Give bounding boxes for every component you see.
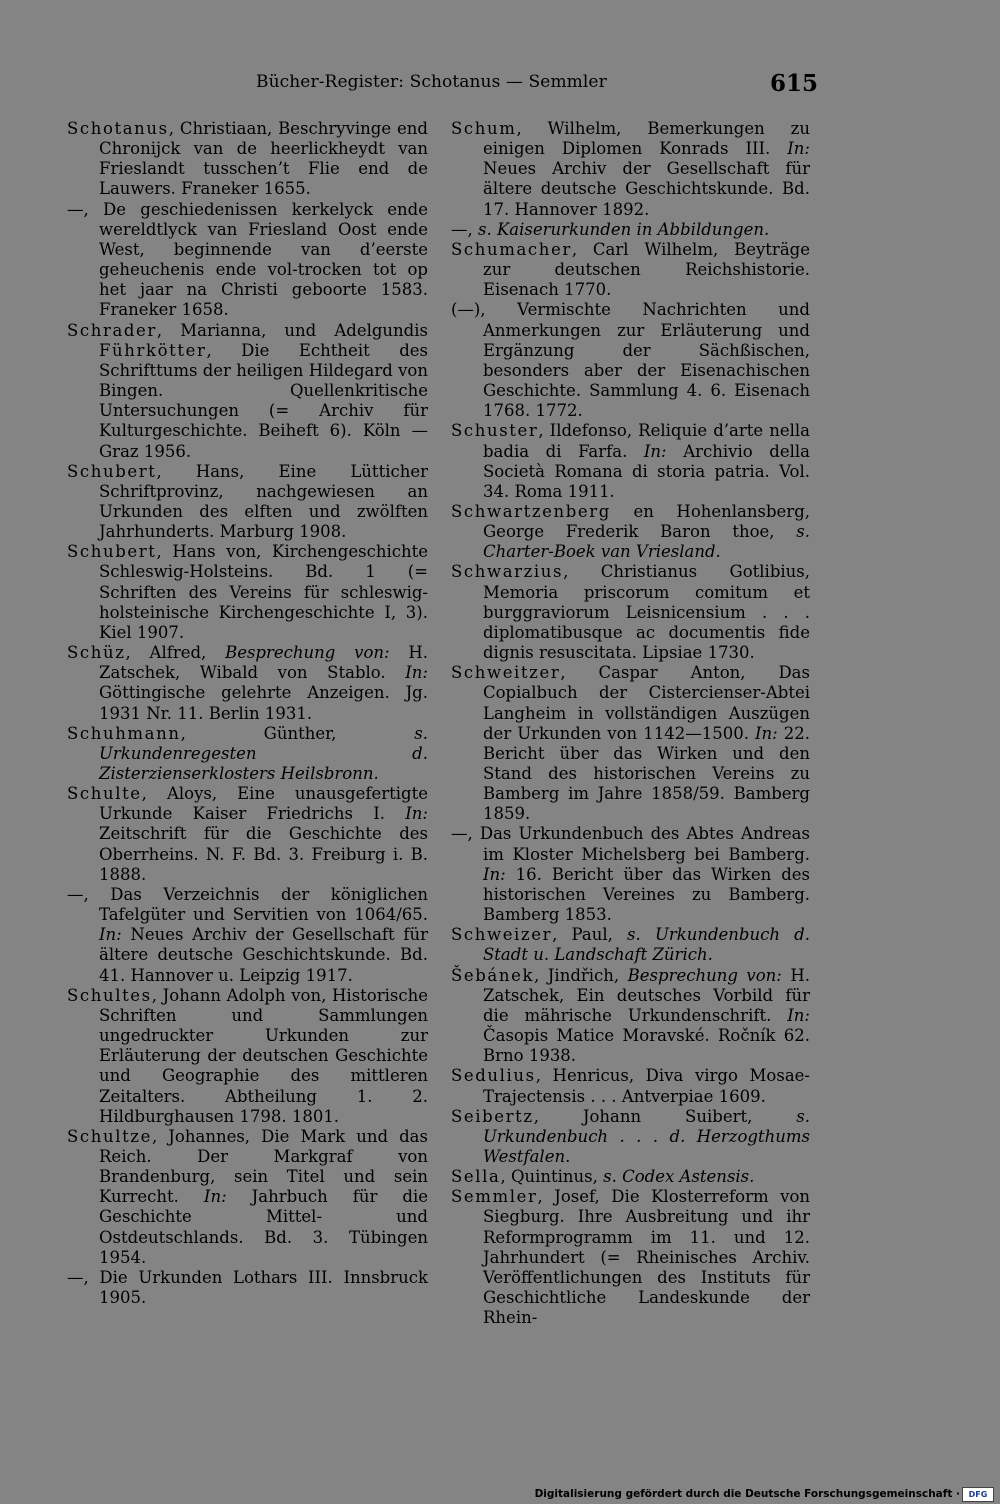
entry-text: Neues Archiv der Gesellschaft für ältere deutsche Geschichtskunde. Bd. 41. Hannover u. Leipzig 1917.: [99, 925, 428, 985]
entry-text: , Ildefonso, Reliquie d’arte nella badia di Farfa.: [483, 421, 810, 461]
entry-headword: Schuster: [451, 421, 539, 441]
entry-text: Neues Archiv der Gesellschaft für ältere deutsche Geschichtskunde. Bd. 17. Hannover 1892.: [483, 159, 810, 219]
entry-text: , Christianus Gotlibius, Memoria priscorum comitum et burggraviorum Leisnicensium . . . diplomatibusque ac documentis fide dignis resuscitata. Lipsiae 1730.: [483, 562, 810, 663]
entry-italic-text: s. Codex Astensis.: [603, 1167, 755, 1187]
entry-text: , Johann Suibert,: [533, 1106, 797, 1126]
entry-text: , Hans von, Kirchengeschichte Schleswig-Holsteins. Bd. 1 (= Schriften des Vereins für schleswig-holsteinische Kirchengeschichte I, 3). Kiel 1907.: [99, 542, 428, 642]
entry-text: , Quintinus,: [500, 1167, 604, 1187]
entry-italic-text: In:: [203, 1187, 227, 1207]
entry-italic-text: In:: [643, 441, 667, 461]
entry-italic-text: Besprechung von:: [627, 965, 782, 985]
left-column: [67, 119, 428, 1308]
entry-headword: Schwarzius: [451, 562, 564, 582]
register-entry: [67, 321, 428, 462]
register-entry: [67, 119, 428, 200]
entry-text: —,: [451, 219, 478, 239]
entry-text: , Johann Adolph von, Historische Schriften und Sammlungen ungedruckter Urkunden zur Erläuterung der deutschen Geschichte und Geographie des mittleren Zeitalters. Abtheilung 1. 2. Hildburghausen 1798. 1801.: [99, 985, 428, 1126]
entry-text: , Christiaan, Beschryvinge end Chronijck van de heerlickheydt van Frieslandt tusschen’t Flie end de Lauwers. Franeker 1655.: [99, 119, 428, 199]
entry-text: , Marianna, und Adelgundis: [156, 320, 428, 340]
entry-headword: Schubert: [67, 461, 157, 481]
entry-text: Jahrbuch für die Geschichte Mittel- und Ostdeutschlands. Bd. 3. Tübingen 1954.: [99, 1187, 429, 1267]
entry-headword: Schultes: [67, 985, 152, 1005]
register-entry: [451, 240, 810, 300]
register-entry: [67, 784, 428, 885]
entry-italic-text: s. Kaiserurkunden in Abbildungen.: [478, 219, 770, 239]
entry-italic-text: In:: [405, 804, 428, 824]
entry-headword: Šebánek: [451, 965, 535, 985]
register-entry: [67, 1268, 428, 1308]
entry-text: , Alfred,: [125, 643, 226, 663]
entry-text: —, Die Urkunden Lothars III. Innsbruck 1905.: [67, 1267, 428, 1308]
entry-text: (—), Vermischte Nachrichten und Anmerkungen zur Erläuterung und Ergänzung der Sächßischen, besonders aber der Eisenachischen Geschichte. Sammlung 4. 6. Eisenach 1768. 1772.: [451, 300, 810, 421]
entry-text: , Hans, Eine Lütticher Schriftprovinz, nachgewiesen an Urkunden des elften und zwölften Jahrhunderts. Marburg 1908.: [99, 461, 428, 542]
entry-italic-text: In:: [754, 723, 778, 743]
footer-credit: Digitalisierung gefördert durch die Deutsche Forschungsgemeinschaft ·: [534, 1488, 960, 1500]
footer: [0, 1484, 1000, 1504]
entry-text: , Caspar Anton, Das Copialbuch der Cistercienser-Abtei Langheim in vollständigen Auszügen der Urkunden von 1142—1500.: [483, 663, 810, 743]
right-column: [451, 119, 810, 1328]
entry-headword: Schulte: [67, 784, 142, 804]
entry-headword: Schweitzer: [451, 663, 561, 683]
header-title: Bücher-Register: Schotanus — Semmler: [256, 72, 607, 92]
entry-italic-text: In:: [99, 925, 122, 945]
entry-text: —, Das Verzeichnis der königlichen Tafelgüter und Servitien von 1064/65.: [67, 884, 428, 925]
entry-headword: Sedulius: [451, 1066, 536, 1086]
entry-headword: Schum: [451, 119, 517, 138]
entry-italic-text: s. Charter-Boek van Vriesland.: [483, 522, 810, 562]
entry-text: , Jindřich,: [534, 965, 628, 985]
register-entry: [67, 885, 428, 986]
running-header: [0, 70, 1000, 100]
register-entry: [67, 1127, 428, 1268]
register-entry: [67, 986, 428, 1127]
register-entry: [451, 1167, 810, 1187]
entry-text: —, Das Urkundenbuch des Abtes Andreas im Kloster Michelsberg bei Bamberg.: [451, 824, 810, 864]
register-entry: [451, 562, 810, 663]
entry-headword: Schubert: [67, 542, 157, 562]
entry-text: , Wilhelm, Bemerkungen zu einigen Diplomen Konrads III.: [483, 119, 810, 159]
entry-text: —, De geschiedenissen kerkelyck ende wereldtlyck van Friesland Oost ende West, beginnende van d’eerste geheuchenis ende vol-trocken tot op het jaar na Christi geboorte 1583. Franeker 1658.: [67, 199, 428, 320]
register-entry: [451, 824, 810, 925]
entry-text: 16. Bericht über das Wirken des historischen Vereines zu Bamberg. Bamberg 1853.: [483, 864, 810, 925]
entry-italic-text: In:: [787, 139, 810, 159]
entry-text: , Aloys, Eine unausgefertigte Urkunde Kaiser Friedrichs I.: [99, 784, 428, 824]
register-entry: [451, 1066, 810, 1106]
register-entry: [451, 966, 810, 1067]
entry-text: Zeitschrift für die Geschichte des Oberrheins. N. F. Bd. 3. Freiburg i. B. 1888.: [99, 824, 428, 884]
entry-headword: Schrader: [67, 320, 157, 340]
entry-text: H. Zatschek, Wibald von Stablo.: [99, 643, 428, 683]
entry-headword: Schultze: [67, 1126, 152, 1146]
entry-italic-text: In:: [787, 1005, 810, 1025]
entry-text: en Hohenlansberg, George Frederik Baron thoe,: [483, 501, 810, 542]
dfg-logo: DFG: [962, 1487, 994, 1502]
entry-italic-text: In:: [405, 663, 428, 683]
register-entry: [451, 300, 810, 421]
entry-italic-text: s. Urkundenbuch . . . d. Herzogthums Westfalen.: [483, 1106, 810, 1166]
entry-italic-text: Besprechung von:: [225, 643, 390, 663]
entry-italic-text: s. Urkundenbuch d. Stadt u. Landschaft Zürich.: [483, 925, 810, 965]
entry-text: , Carl Wilhelm, Beyträge zur deutschen Reichshistorie. Eisenach 1770.: [483, 239, 810, 300]
register-entry: [451, 421, 810, 502]
entry-text: , Die Echtheit des Schrifttums der heiligen Hildegard von Bingen. Quellenkritische Untersuchungen (= Archiv für Kulturgeschichte. Beiheft 6). Köln — Graz 1956.: [99, 340, 428, 461]
entry-text: , Johannes, Die Mark und das Reich. Der Markgraf von Brandenburg, sein Titel und sein Kurrecht.: [99, 1126, 428, 1207]
register-entry: [451, 663, 810, 824]
entry-italic-text: In:: [483, 864, 506, 884]
entry-headword: Semmler: [451, 1187, 538, 1207]
entry-text: Göttingische gelehrte Anzeigen. Jg. 1931 Nr. 11. Berlin 1931.: [99, 683, 428, 723]
entry-headword: Schweizer: [451, 925, 553, 945]
entry-text: , Henricus, Diva virgo Mosae-Trajectensis . . . Antverpiae 1609.: [483, 1066, 810, 1106]
entry-headword: Führkötter: [99, 340, 207, 360]
entry-headword: Schumacher: [451, 239, 572, 259]
entry-text: Časopis Matice Moravské. Ročník 62. Brno 1938.: [483, 1026, 810, 1066]
register-entry: [451, 1107, 810, 1167]
entry-headword: Schuhmann: [67, 723, 181, 743]
entry-italic-text: s. Urkundenregesten d. Zisterzienserklosters Heilsbronn.: [99, 723, 428, 783]
register-entry: [451, 220, 810, 240]
entry-text: Archivio della Società Romana di storia patria. Vol. 34. Roma 1911.: [483, 441, 810, 501]
register-entry: [67, 724, 428, 784]
entry-headword: Schotanus: [67, 119, 169, 138]
entry-text: , Josef, Die Klosterreform von Siegburg. Ihre Ausbreitung und ihr Reformprogramm im 11. und 12. Jahrhundert (= Rheinisches Archiv. Veröffentlichungen des Instituts für Geschichtliche Landeskunde der Rhein-: [483, 1187, 810, 1328]
entry-text: , Günther,: [180, 723, 415, 743]
register-entry: [451, 502, 810, 562]
page-number: 615: [770, 70, 819, 97]
register-entry: [67, 200, 428, 321]
register-entry: [67, 542, 428, 643]
entry-headword: Sella: [451, 1167, 501, 1187]
register-entry: [451, 925, 810, 965]
entry-text: 22. Bericht über das Wirken und den Stand des historischen Vereins zu Bamberg im Jahre 1858/59. Bamberg 1859.: [483, 723, 810, 824]
entry-text: H. Zatschek, Ein deutsches Vorbild für die mährische Urkundenschrift.: [483, 965, 810, 1025]
register-entry: [451, 119, 810, 220]
register-entry: [67, 462, 428, 543]
entry-headword: Schüz: [67, 643, 126, 663]
register-entry: [451, 1187, 810, 1328]
entry-headword: Schwartzenberg: [451, 501, 611, 521]
entry-text: , Paul,: [552, 925, 628, 945]
register-entry: [67, 643, 428, 724]
entry-headword: Seibertz: [451, 1106, 534, 1126]
